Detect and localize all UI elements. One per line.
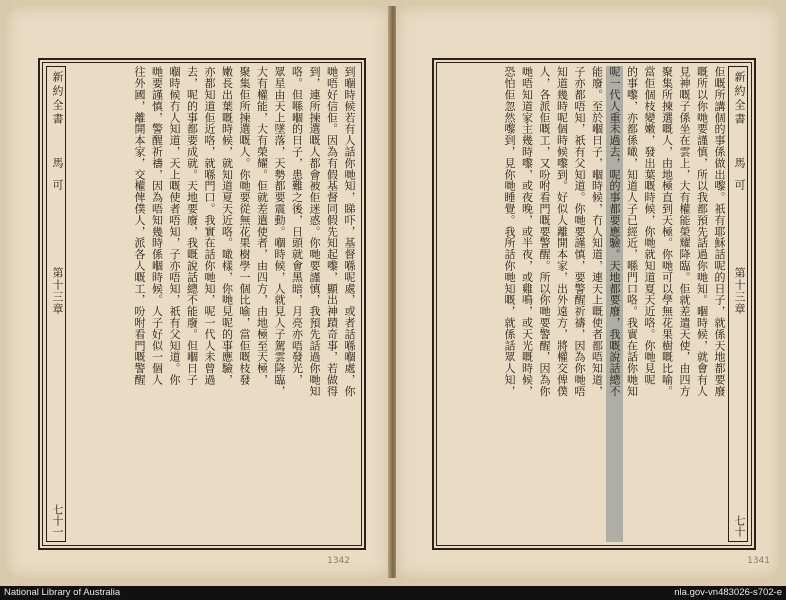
text-column: 去，呢的事都要成就。天地要廢，我嘅說話總不能廢。但嗰日子 <box>185 66 199 386</box>
text-column: 大有權能，大有榮耀。佢就差遣使者，由四方，由地極至天極， <box>255 66 269 386</box>
text-column: 當佢個枝變嫩，發出葉嘅時候，你哋就知道夏天近咯。你哋見呢 <box>643 66 656 386</box>
highlighted-text-column: 呢一代人重未過去，呢的事都要應驗。天地都要廢，我嘅說話總不 <box>606 66 624 542</box>
text-column: 的事嚟，亦都係噉，知道人子已經近，喺門口咯。我實在話你哋知 <box>625 66 639 397</box>
left-page <box>6 6 390 578</box>
left-pencil-mark: 1342 <box>327 556 350 566</box>
text-column: 聚集所揀選嘅人，由地極直到天極。你哋可以學無花果樹嘅比喻。 <box>660 66 674 397</box>
text-column: 知道幾時呢個時候嚟到。好似人離開本家，出外遠方，將權交俾僕 <box>555 66 569 397</box>
item-identifier: nla.gov-vn483026-s702-e <box>674 587 782 598</box>
right-chapter-label: 第十三章 <box>733 267 746 315</box>
right-gospel-name: 馬 可 <box>733 157 746 190</box>
text-column: 能廢。至於嗰日子，嗰時候，冇人知道，連天上嘅使者都唔知道， <box>590 66 604 397</box>
text-column: 聚集佢所揀選嘅人。你哋要從無花果樹學一個比喻，當佢嘅枝發 <box>238 66 251 386</box>
text-column: 人，各派佢嘅工，又吩咐看門嘅要警醒。所以你哋要警醒，因為你 <box>538 66 551 397</box>
text-column: 嘅所以你哋要謹慎，所以我都預先話過你哋知。嗰時候，就會有人 <box>695 66 709 397</box>
text-column: 哋唔知道家主幾時嚟，或夜晚，或半夜，或雞鳴，或天光嘅時候， <box>520 66 534 397</box>
left-text-block <box>68 66 358 542</box>
text-column: 咯。但喺嗰的日子，患難之後，日頭就會黑暗，月亮亦唔發光， <box>290 66 304 386</box>
right-page-frame <box>432 58 756 550</box>
right-pencil-mark: 1341 <box>747 556 770 566</box>
text-column: 往外國，離開本家，交權俾僕人，派各人嘅工，吩咐看門嘅警醒 <box>133 66 146 386</box>
right-title-strip <box>728 66 748 542</box>
right-page <box>396 6 780 578</box>
right-page-number: 七十 <box>733 515 746 537</box>
text-column: 亦都知道佢近咯，就喺門口。我實在話你哋知，呢一代人未曾過 <box>203 66 216 386</box>
viewer-footer <box>0 586 786 600</box>
library-credit: National Library of Australia <box>4 587 121 598</box>
text-column: 嗰時候冇人知道，天上嘅使者唔知，子亦唔知，祇有父知道。你 <box>168 66 181 386</box>
text-column: 哋要謹慎，警醒祈禱，因為唔知幾時係嗰時候。人子好似一個人 <box>150 66 164 386</box>
right-text-block <box>440 66 728 542</box>
text-column: 到嗰時候若有人話你哋知，睇吓，基督喺呢處，或者話喺嗰處，你 <box>343 66 356 397</box>
right-book-title: 新約全書 <box>733 71 746 127</box>
left-chapter-label: 第十三章 <box>51 267 64 315</box>
text-column: 眾星由天上墜落，天勢都要震動。嗰時候，人就見人子駕雲降臨， <box>273 66 286 397</box>
text-column: 嫩長出葉嘅時候，就知道夏天近咯。噉樣，你哋見呢的事應驗， <box>220 66 234 386</box>
left-gospel-name: 馬 可 <box>51 157 64 190</box>
left-title-strip <box>46 66 66 542</box>
text-column: 佢嘅所講個的事係做出嚟。祇有耶穌話呢的日子，就係天地都要廢 <box>713 66 726 397</box>
left-book-title: 新約全書 <box>51 71 64 127</box>
text-column: 哋唔好信佢。因為有假基督同假先知起嚟，顯出神蹟奇事，若做得 <box>325 66 339 397</box>
text-column: 到，連所揀選嘅人都會被佢迷惑。你哋要謹慎，我預先話過你哋知 <box>308 66 321 397</box>
text-column: 恐怕佢忽然嚟到，見你哋睡覺。我所話你哋知嘅，就係話眾人知， <box>503 66 516 397</box>
text-column: 見神嘅子係坐在雲上，大有權能榮耀降臨。佢就差遣天使，由四方 <box>678 66 691 397</box>
text-column: 子亦都唔知，祇有父知道。你哋要謹慎，要警醒祈禱，因為你哋唔 <box>573 66 586 397</box>
left-page-number: 七十一 <box>51 504 64 537</box>
left-page-frame <box>38 58 366 550</box>
